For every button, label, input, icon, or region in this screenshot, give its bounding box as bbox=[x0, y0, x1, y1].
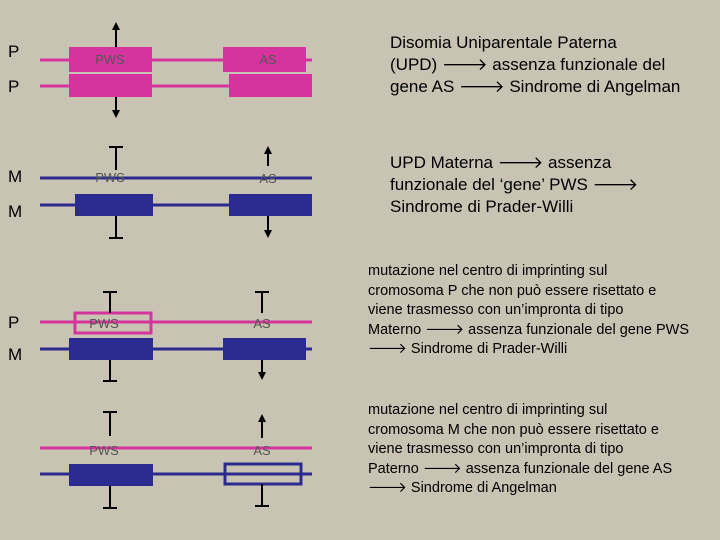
row-2-chromosomes bbox=[8, 147, 312, 238]
row-4-desc-line-2: cromosoma M che non può essere risettato e bbox=[368, 421, 659, 438]
row-2-desc-line-1: UPD Materna 🡒 assenza bbox=[390, 153, 612, 173]
row-3-top-label: P bbox=[8, 313, 20, 332]
row-4-desc-line-1: mutazione nel centro di imprinting sul bbox=[368, 402, 608, 418]
row-3-chromosomes bbox=[8, 292, 312, 381]
row-3-bottom-pws-block bbox=[69, 338, 153, 360]
row-2-description bbox=[390, 152, 710, 218]
row-3-desc-line-1: mutazione nel centro di imprinting sul bbox=[368, 263, 608, 279]
row-2-bottom-pws-block bbox=[75, 194, 153, 216]
row-1-bottom-as-block bbox=[229, 74, 312, 97]
row-1-desc-line-2: (UPD) 🡒 assenza funzionale del bbox=[390, 55, 666, 75]
arrow-right-icon: 🡒 bbox=[422, 460, 462, 477]
row-1-as-label: AS bbox=[259, 52, 277, 67]
row-2-as-label: AS bbox=[259, 171, 277, 186]
arrow-right-icon: 🡒 bbox=[441, 55, 488, 75]
row-2-desc-line-3: Sindrome di Prader-Willi bbox=[390, 197, 574, 216]
row-1-bottom-label: P bbox=[8, 77, 20, 96]
row-3-desc-line-5: 🡒 Sindrome di Prader-Willi bbox=[368, 341, 568, 357]
row-3-desc-line-3: viene trasmesso con un’impronta di tipo bbox=[368, 302, 624, 318]
row-1-bottom-pws-block bbox=[69, 74, 152, 97]
row-4-desc-line-4: Paterno 🡒 assenza funzionale del gene AS bbox=[368, 460, 673, 477]
row-4-pws-label: PWS bbox=[89, 443, 119, 458]
row-2-bottom-as-block bbox=[229, 194, 312, 216]
row-2-top-label: M bbox=[8, 167, 23, 186]
row-4-bottom-pws-block bbox=[69, 464, 153, 486]
row-2-desc-line-2: funzionale del ‘gene’ PWS 🡒 bbox=[390, 175, 639, 195]
row-4-description bbox=[368, 401, 713, 499]
row-3-as-label: AS bbox=[253, 316, 271, 331]
row-1-chromosomes bbox=[8, 26, 312, 114]
row-1-desc-line-3: gene AS 🡒 Sindrome di Angelman bbox=[390, 77, 681, 97]
row-3-pws-label: PWS bbox=[89, 316, 119, 331]
row-3-bottom-label: M bbox=[8, 345, 23, 364]
row-1-top-label: P bbox=[8, 42, 20, 61]
arrow-right-icon: 🡒 bbox=[368, 480, 407, 496]
row-1-pws-label: PWS bbox=[95, 52, 125, 67]
row-1-description bbox=[390, 32, 710, 98]
row-4-as-label: AS bbox=[253, 443, 271, 458]
row-3-desc-line-2: cromosoma P che non può essere risettato e bbox=[368, 282, 657, 299]
row-3-desc-line-4: Materno 🡒 assenza funzionale del gene PWS bbox=[368, 321, 690, 338]
row-4-desc-line-5: 🡒 Sindrome di Angelman bbox=[368, 480, 557, 496]
row-3-bottom-as-block bbox=[223, 338, 306, 360]
arrow-right-icon: 🡒 bbox=[497, 153, 544, 173]
row-3-description bbox=[368, 262, 713, 360]
arrow-right-icon: 🡒 bbox=[425, 321, 465, 338]
arrow-right-icon: 🡒 bbox=[592, 175, 639, 195]
row-2-pws-label: PWS bbox=[95, 170, 125, 185]
row-1-desc-line-1: Disomia Uniparentale Paterna bbox=[390, 33, 617, 52]
arrow-right-icon: 🡒 bbox=[459, 77, 505, 97]
row-4-desc-line-3: viene trasmesso con un’impronta di tipo bbox=[368, 441, 624, 457]
row-2-bottom-label: M bbox=[8, 202, 23, 221]
arrow-right-icon: 🡒 bbox=[368, 341, 407, 357]
row-4-chromosomes bbox=[40, 412, 312, 508]
